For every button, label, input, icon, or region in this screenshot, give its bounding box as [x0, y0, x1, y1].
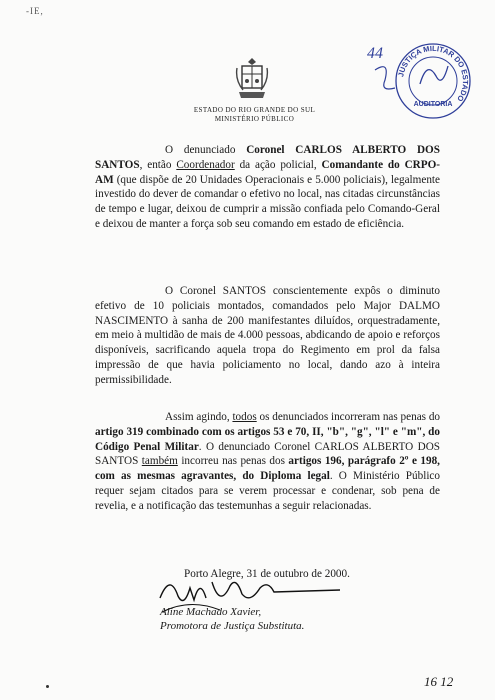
stamp-ring-text: JUSTIÇA MILITAR DO ESTADO: [396, 43, 471, 104]
signatory-name: Aline Machado Xavier,: [160, 606, 262, 618]
auditoria-stamp: [392, 40, 474, 122]
svg-text:JUSTIÇA MILITAR DO ESTADO: [396, 44, 470, 103]
p1-text: da ação policial,: [234, 158, 322, 171]
p3-legal-reference: artigos 196, parágrafo 2º e 198, com as mesmas agravantes, do Diploma legal: [95, 455, 440, 483]
stamp-center-text: AUDITORIA: [413, 101, 453, 108]
letterhead-institution: MINISTÉRIO PÚBLICO: [214, 115, 295, 123]
p1-text: O denunciado: [165, 144, 247, 156]
p1-command: Comandante do CRPO-AM: [95, 158, 440, 186]
p1-text: (que dispõe de 20 Unidades Operacionais e 5.000 policiais), legalmente investido do dever de comandar o efetivo no local, nas citadas circunstâncias de tempo e lugar, deixou de cumprir a missão confiada pelo Comando-Geral e deixou de manter a força sob seu comando em estado de eficiência.: [95, 173, 440, 230]
p1-defendant-name: Coronel CARLOS ALBERTO DOS SANTOS: [95, 144, 440, 171]
p1-text: , então: [139, 158, 177, 171]
p3-text: Assim agindo,: [165, 411, 233, 423]
letterhead: [182, 106, 327, 124]
date-line: Porto Alegre, 31 de outubro de 2000.: [184, 568, 350, 580]
p3-text: os denunciados incorreram nas penas do: [256, 411, 441, 423]
letterhead-state: ESTADO DO RIO GRANDE DO SUL: [193, 106, 316, 114]
p1-role: Coordenador: [176, 158, 235, 171]
handwritten-number: 44: [367, 45, 383, 62]
p3-text: . O Ministério Público requer sejam citados para se verem processar e condenar, sob pena de revelia, e a notificação das testemunhas a seguir relacionadas.: [95, 470, 440, 512]
p3-text: . O denunciado Coronel CARLOS ALBERTO DOS SANTOS: [95, 440, 440, 468]
top-mark: -IE,: [26, 6, 44, 16]
signature-block: [160, 605, 304, 633]
p3-emphasis: também: [141, 455, 178, 468]
paragraph-3: [95, 410, 440, 514]
coat-of-arms-icon: [233, 56, 271, 102]
scan-speck: [46, 685, 49, 688]
page-number: 16 12: [424, 674, 454, 689]
paragraph-2: O Coronel SANTOS conscientemente expôs o diminuto efetivo de 10 policiais montados, comandados pelo Major DALMO NASCIMENTO à sanha de 200 manifestantes diluídos, orquestradamente, em meio à multidão de mais de 4.000 pessoas, abdicando de apoio e reforços disponíveis, sacrificando aquela tropa do Regimento em prol da falsa impressão de que havia policiamento no local, dando azo à inteira permissibilidade.: [95, 285, 440, 386]
p3-emphasis: todos: [232, 411, 257, 423]
p3-legal-reference: artigo 319 combinado com os artigos 53 e 70, II, "b", "g", "l" e "m", do Código Penal Militar: [95, 425, 440, 453]
paragraph-1: [95, 143, 440, 232]
p3-text: incorreu nas penas dos: [177, 455, 289, 468]
signatory-title: Promotora de Justiça Substituta.: [160, 620, 305, 632]
